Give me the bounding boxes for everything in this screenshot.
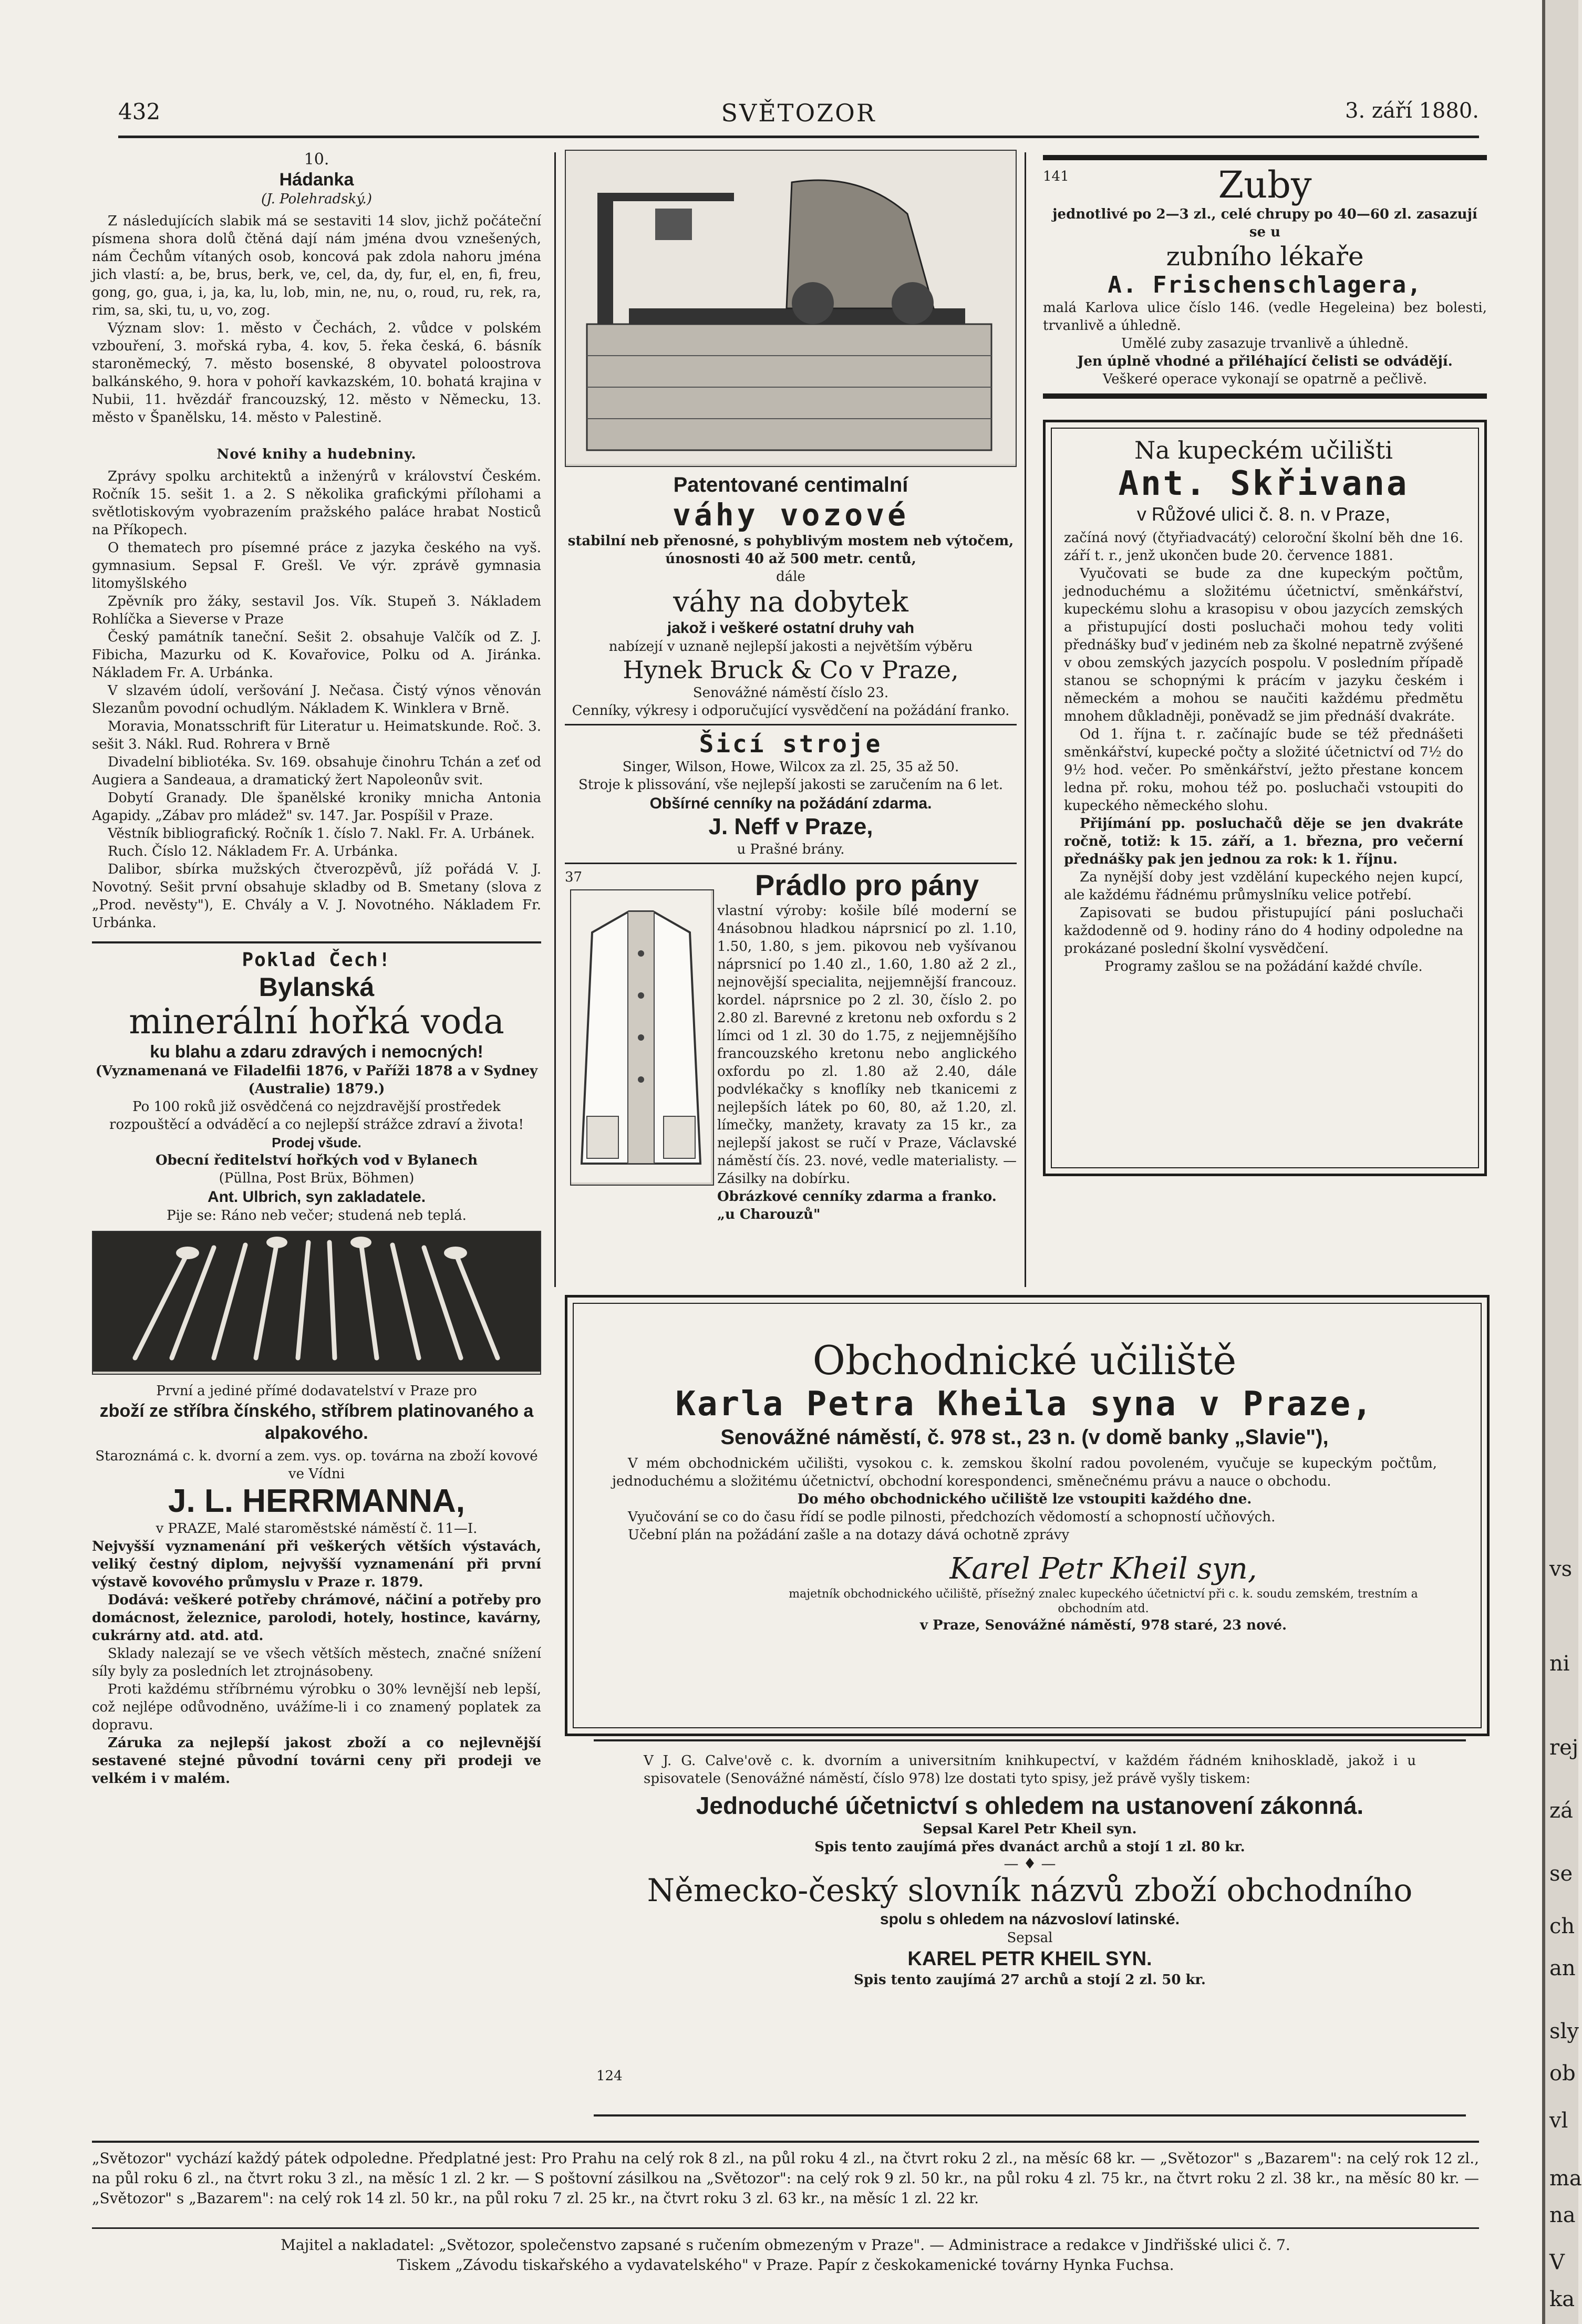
imprint-publisher: Majitel a nakladatel: „Světozor, společenstvo zapsané s ručením obmezeným v Praze". — Administrace a redakce v Jindřišské ulici č. 7.	[281, 2236, 1290, 2254]
zuby-line1: jednotlivé po 2—3 zl., celé chrupy po 40—60 zl. zasazují se u	[1052, 206, 1477, 240]
herrmann-awards: Nejvyšší vyznamenání při veškerých větších výstavách, veliký čestný diplom, nejvyšší vyznamenání při první výstavě kovového průmyslu v Praze r. 1879.	[92, 1539, 541, 1590]
zuby-address: malá Karlova ulice číslo 146. (vedle Hegeleina) bez bolesti, trvanlivě a úhledně.	[1043, 300, 1487, 334]
margin-fragment: ka	[1549, 2287, 1575, 2311]
calve-author2: KAREL PETR KHEIL SYN.	[907, 1948, 1152, 1970]
book-item: Český památník taneční. Sešit 2. obsahuje Valčík od Z. J. Fibicha, Mazurku od K. Kovařovice, Polku od A. Jiránka. Nákladem Fr. A. Urbánka.	[92, 629, 541, 681]
margin-fragment: ma	[1549, 2166, 1582, 2191]
bylanska-ad	[92, 949, 541, 1225]
margin-fragment: ob	[1549, 2061, 1576, 2086]
column-divider-right	[1025, 152, 1026, 1287]
skrivan-ad	[1043, 420, 1487, 1176]
calve-title: Jednoduché účetnictví s ohledem na ustanovení zákonná.	[696, 1792, 1364, 1819]
calve-sub2: spolu s ohledem na názvosloví latinské.	[880, 1911, 1180, 1928]
margin-fragment: na	[1549, 2203, 1576, 2227]
margin-fragment: vs	[1549, 1557, 1573, 1581]
kheil-signature: Karel Petr Kheil syn,	[949, 1552, 1257, 1586]
kheil-name: Karla Petra Kheila syna v Praze,	[675, 1385, 1374, 1424]
bylanska-headline: Poklad Čech!	[242, 949, 391, 971]
puzzle-body: Z následujících slabik má se sestaviti 14 slov, jichž počáteční písmena shora dolů čtěná dají nám jména dvou vznešených, nám Čechům vítaných osob, koncová pak zdola nahoru jména jich vlastí: a, be, brus, berk, ve, cel, da, dy, fur, el, en, fi, freu, gong, go, gua, i, ja, ka, lu, lob, min, ne, nu, o, roud, ru, rek, ra, rim, sa, ski, tu, u, vo, zog.	[92, 213, 541, 318]
footer-rule	[92, 2141, 1479, 2143]
zuby-title2: zubního lékaře	[1166, 241, 1364, 272]
stroje-line2: Stroje k plissování, vše nejlepší jakosti se zaručením na 6 let.	[578, 777, 1003, 793]
zuby-ad	[1043, 160, 1487, 388]
hadanka-section	[92, 150, 541, 427]
puzzle-number: 10.	[304, 150, 329, 169]
bylanska-line2: (Vyznamenaná ve Filadelfii 1876, v Paříži 1878 a v Sydney (Australie) 1879.)	[95, 1063, 538, 1097]
vahy-line1: stabilní neb přenosné, s pohyblivým mostem neb výtočem, únosnosti 40 až 500 metr. centů,	[567, 533, 1014, 567]
pradlo-number: 37	[565, 869, 583, 885]
skrivan-p4: Přijímání pp. posluchačů děje se jen dvakráte ročně, totiž: k 15. září, a 1. března, pro večerní přednášky pak jen jednou za rok: k 1. říjnu.	[1064, 816, 1463, 867]
margin-fragment: ch	[1549, 1914, 1575, 1938]
right-column	[1043, 150, 1487, 1295]
herrmann-supply: Dodává: veškeré potřeby chrámové, náčiní a potřeby pro domácnost, železnice, parolodi, hotely, hostince, kavárny, cukrárny atd. atd. atd.	[92, 1592, 541, 1644]
vahy-line3: nabízejí v uznaně nejlepší jakosti a největším výběru	[608, 639, 973, 655]
kheil-p4: Učební plán na požádání zašle a na dotazy dává ochotně zprávy	[628, 1527, 1070, 1543]
cutlery-illustration	[92, 1231, 541, 1375]
zuby-number: 141	[1043, 169, 1069, 184]
puzzle-meaning: Význam slov: 1. město v Čechách, 2. vůdce v polském vzbouření, 3. mořská ryba, 4. kov, 5. řeka česká, 6. básník staroněmecký, 7. město bosenské, 8 obyvatel poloostrova balkánského, 9. hora v pohoří kavkazském, 10. bohatá krajina v Nubii, 11. hvězdář francouzský, 12. město v Německu, 13. město v Španělsku, 14. město v Palestině.	[92, 320, 541, 426]
kheil-address: Senovážné náměstí, č. 978 st., 23 n. (v domě banky „Slavie"),	[720, 1426, 1329, 1449]
footer-subscription: „Světozor" vychází každý pátek odpoledne. Předplatné jest: Pro Prahu na celý rok 8 zl., na půl roku 4 zl., na čtvrt roku 2 zl., na měsíc 68 kr. — „Světozor" s „Bazarem": na celý rok 12 zl., na půl roku 6 zl., na čtvrt roku 3 zl., na měsíc 1 zl. 2 kr. — S poštovní zásilkou na „Světozor": na celý rok 9 zl. 50 kr., na půl roku 4 zl. 75 kr., na čtvrt roku 2 zl. 38 kr., na měsíc 80 kr. — „Světozor" s „Bazarem": na celý rok 14 zl. 50 kr., na půl roku 7 zl. 25 kr., na čtvrt roku 3 zl. 63 kr., na měsíc 1 zl. 22 kr.	[92, 2150, 1479, 2207]
pradlo-ad	[565, 868, 1017, 1222]
herrmann-title: zboží ze stříbra čínského, stříbrem platinovaného a alpakového.	[99, 1401, 534, 1443]
margin-fragment: V	[1549, 2250, 1565, 2275]
shirt-illustration	[570, 889, 714, 1186]
bylanska-usage: Pije se: Ráno neb večer; studená neb teplá.	[167, 1208, 467, 1223]
book-item: Dalibor, sbírka mužských čtverozpěvů, jíž pořádá V. J. Novotný. Sešit první obsahuje skladby od B. Smetany (slova z „Prod. nevěsty"), E. Chvály a V. J. Novotného. Nákladem Fr. Urbánka.	[92, 862, 541, 931]
pradlo-closing: Obrázkové cenníky zdarma a franko.	[717, 1189, 997, 1205]
calve-number: 124	[596, 2068, 623, 2084]
bylanska-title: Bylanská	[259, 972, 375, 1002]
skrivan-p3: Od 1. října t. r. začínajíc bude se též přednášeti směnkářství, kupecké počty a složité účetnictví od 7½ do 9½ hod. večer. Po směnkářství, ježto přestane koncem ledna př. roku, mohou též po. posluchači vstoupiti do kupeckého německého slohu.	[1064, 727, 1463, 814]
zuby-title: Zuby	[1218, 163, 1312, 206]
imprint-printer: Tiskem „Závodu tiskařského a vydavatelského" v Praze. Papír z českokamenické továrny Hynka Fuchsa.	[397, 2256, 1174, 2274]
vahy-line2: jakož i veškeré ostatní druhy vah	[667, 619, 915, 637]
issue-date: 3. září 1880.	[1345, 99, 1479, 123]
masthead-title: SVĚTOZOR	[721, 99, 876, 127]
book-item: O thematech pro písemné práce z jazyka českého na vyš. gymnasium. Sepsal F. Grešl. Ve výr. zprávě gymnasia litomyšlského	[92, 540, 541, 592]
middle-column	[565, 150, 1017, 1295]
skrivan-p2: Vyučovati se bude za dne kupeckým počtům, jednoduchému a složitému účetnictví, směnkářství, kupeckému slohu a krasopisu v obou jazycích zemských a přistupující dosti posluchači mohou tedy voliti přednášky buď v jediném neb za školné nepatrně zvýšené v obou zemských jazycích pospolu. V posledním případě stanou se schopnými k prácím v jazyku českém i německém a mohou se naučiti každému předmětu mnohem důkladněji, poněvadž se jim přednáší dvakráte.	[1064, 566, 1463, 724]
book-item: Věstník bibliografický. Ročník 1. číslo 7. Nakl. Fr. A. Urbánek.	[108, 826, 535, 842]
footer	[92, 2149, 1479, 2208]
kheil-p2: Do mého obchodnického učiliště lze vstoupiti každého dne.	[797, 1491, 1252, 1507]
margin-fragment: an	[1549, 1956, 1576, 1980]
skrivan-address: v Růžové ulici č. 8. n. v Praze,	[1136, 503, 1391, 525]
kheil-ad	[565, 1295, 1490, 1736]
wagon-scale-illustration	[565, 150, 1017, 467]
cutlery-icon	[93, 1232, 540, 1372]
book-item: Zpěvník pro žáky, sestavil Jos. Vík. Stupeň 3. Nákladem Rohlíčka a Sieverse v Praze	[92, 594, 541, 627]
calve-author: Sepsal Karel Petr Kheil syn.	[923, 1821, 1137, 1837]
calve-title2: Německo-český slovník názvů zboží obchodního	[647, 1872, 1413, 1909]
book-item: V slzavém údolí, veršování J. Nečasa. Čistý výnos věnován Slezanům povodní ochudlým. Nákladem K. Winklera v Brně.	[92, 683, 541, 717]
zuby-name: A. Frischenschlagera,	[1108, 272, 1422, 298]
zuby-line2: Umělé zuby zasazuje trvanlivě a úhledně.	[1121, 336, 1409, 351]
kheil-p1: V mém obchodnickém učilišti, vysokou c. k. zemskou školní radou povoleném, vyučuje se kupeckým počtům, jednoduchému a složitému účetnictví, obchodní korespondenci, směnečnému právu a nauce o obchodu.	[612, 1456, 1437, 1489]
skrivan-p1: začíná nový (čtyřiadvacátý) celoroční školní běh dne 16. září t. r., jenž ukončen bude 20. července 1881.	[1064, 530, 1463, 564]
herrmann-stock: Sklady nalezají se ve všech větších městech, značné snížení síly byly za posledních let ztrojnásobeny.	[92, 1646, 541, 1679]
kheil-p3: Vyučování se co do času řídí se podle pilnosti, předchozích vědomostí a schopností učňových.	[628, 1509, 1276, 1525]
calve-sepsal: Sepsal	[1007, 1930, 1053, 1946]
kheil-title: Obchodnické učiliště	[812, 1337, 1237, 1384]
herrmann-intro: První a jediné přímé dodavatelství v Praze pro	[156, 1383, 477, 1399]
shirt-icon	[571, 890, 711, 1182]
skrivan-p5: Za nynější doby jest vzdělání kupeckého nejen kupcí, ale každému řádnému průmyslníku velice potřebí.	[1064, 869, 1463, 903]
herrmann-ad	[92, 1382, 541, 1788]
book-item: Moravia, Monatsschrift für Literatur u. Heimatskunde. Roč. 3. sešit 3. Nákl. Rud. Rohrera v Brně	[92, 719, 541, 752]
puzzle-author: (J. Polehradský.)	[261, 191, 372, 207]
zuby-line4: Veškeré operace vykonají se opatrně a pečlivě.	[1102, 371, 1428, 387]
page-number: 432	[118, 99, 161, 124]
puzzle-title: Hádanka	[279, 170, 354, 190]
stroje-cenniky: Obšírné cenníky na požádání zdarma.	[649, 795, 932, 812]
header-rule	[118, 136, 1479, 138]
bylanska-title2: minerální hořká voda	[129, 1001, 504, 1042]
book-item: Dobytí Granady. Dle španělské kroniky mnicha Antonia Agapidy. „Zábav pro mládež" sv. 147. Jar. Pospíšil v Praze.	[92, 790, 541, 824]
stroje-ad	[565, 730, 1017, 858]
margin-fragment: ni	[1549, 1652, 1570, 1676]
herrmann-name: J. L. HERRMANNA,	[168, 1483, 465, 1519]
herrmann-price: Proti každému stříbrnému výrobku o 30% levnější neb lepší, což nejlépe odůvodněno, uvážíme-li i co znamený poplatek za dopravu.	[92, 1682, 541, 1733]
pradlo-title: Prádlo pro pány	[754, 868, 979, 901]
stroje-line1: Singer, Wilson, Howe, Wilcox za zl. 25, 35 až 50.	[622, 759, 959, 775]
kheil-signature-address: v Praze, Senovážné náměstí, 978 staré, 23 nové.	[919, 1617, 1287, 1633]
vahy-firm: Hynek Bruck & Co v Praze,	[623, 656, 959, 684]
herrmann-address: v PRAZE, Malé staroměstské náměstí č. 11—I.	[156, 1521, 478, 1537]
zuby-line3: Jen úplně vhodné a přiléhající čelisti se odvádějí.	[1077, 354, 1453, 369]
bylanska-sale: Prodej všude.	[272, 1135, 361, 1150]
calve-ad: V J. G. Calve'ově c. k. dvorním a universitním knihkupectví, v každém řádném knihoskladě, jakož i u spisovatele (Senovážné náměstí, číslo 978) lze dostati tyto spisy, jež právě vyšly tiskem: Jednoduché účetnictví s ohledem na ustanovení zákonná. Sepsal Karel Petr Kheil syn. Spis tento zaujímá přes dvanáct archů a stojí 1 zl. 80 kr. — ♦ — Německo-český slovník názvů zboží obchodního spolu s ohledem na názvosloví latinské. Sepsal KAREL PETR KHEIL SYN. Spis tento zaujímá 27 archů a stojí 2 zl. 50 kr. 124	[565, 1736, 1490, 2135]
new-books-section	[92, 445, 541, 932]
pradlo-shop: „u Charouzů"	[717, 1207, 821, 1222]
vahy-title3: váhy na dobytek	[673, 585, 908, 618]
vahy-dale: dále	[776, 569, 805, 585]
herrmann-guarantee: Záruka za nejlepší jakost zboží a co nejlevnější sestavené stejné původní továrni ceny při prodeji ve velkém i v malém.	[92, 1735, 541, 1787]
bylanska-body: Po 100 roků již osvědčená co nejzdravější prostředek rozpouštěcí a odváděcí a co nejlepší strážce zdraví a života!	[109, 1099, 524, 1133]
stroje-firm: J. Neff v Praze,	[708, 814, 873, 839]
margin-fragment: vl	[1549, 2109, 1568, 2133]
bylanska-owner: Obecní ředitelství hořkých vod v Bylanech	[155, 1153, 478, 1168]
skrivan-p6: Zapisovati se budou přistupující páni posluchači každodenně od 9. hodiny ráno do 4 hodiny odpoledne na prokázané poslední školní vysvědčení.	[1064, 905, 1463, 957]
column-divider-left	[554, 152, 556, 1287]
left-column	[92, 150, 541, 2135]
book-item: Divadelní bibliotéka. Sv. 169. obsahuje činohru Tchán a zeť od Augiera a Sandeaua, a dramatický žert Napoleonův svit.	[92, 754, 541, 788]
book-item: Zprávy spolku architektů a inženýrů v království Českém. Ročník 15. sešit 1. a 2. S několika grafickými přílohami a světlotiskovým vyobrazením pražského paláce hrabat Nosticů na Příkopech.	[92, 469, 541, 538]
bylanska-line1: ku blahu a zdaru zdravých i nemocných!	[150, 1042, 483, 1061]
kheil-signature-note: majetník obchodnického učiliště, přísežný znalec kupeckého účetnictví při c. k. soudu zemském, trestním a obchodním atd.	[789, 1588, 1418, 1615]
vahy-title1: Patentované centimalní	[673, 473, 908, 496]
vahy-address: Senovážné náměstí číslo 23.	[692, 685, 889, 701]
skrivan-title2: Ant. Skřivana	[1118, 464, 1409, 503]
adjacent-page-edge	[1542, 0, 1582, 2324]
margin-fragment: sly	[1549, 2019, 1579, 2043]
vahy-title2: váhy vozové	[672, 497, 909, 533]
margin-fragment: zá	[1549, 1799, 1573, 1823]
scale-icon	[566, 151, 1016, 464]
calve-price2: Spis tento zaujímá 27 archů a stojí 2 zl. 50 kr.	[854, 1972, 1206, 1988]
bylanska-owner-address: (Püllna, Post Brüx, Böhmen)	[219, 1170, 415, 1186]
page-header	[118, 99, 1479, 130]
pradlo-body: vlastní výroby: košile bílé moderní se 4násobnou hladkou náprsnicí po zl. 1.10, 1.50, 1.80, s jem. pikovou neb vyšívanou náprsnicí po 1.40 zl., 1.60, 1.80 až 2 zl., nejnovější specialita, nejjemnější francouz. kordel. náprsnice po 2 zl. 30, číslo 2. po 2.80 zl. Barevné z kretonu neb oxfordu s 2 límci od 1 zl. 30 do 1.75, z nejjemnějšího francouzského kretonu nebo anglického oxfordu po zl. 1.80 až 2.40, dále podvlékačky s knoflíky neb tkanicemi z nejlepších látek po 60, 80, až 1.20, zl. límečky, manžety, kravaty za 15 kr., za nejlepší jakost se ručí v Praze, Václavské náměstí čís. 23. nové, vedle materialisty. — Zásilky na dobírku.	[717, 903, 1017, 1187]
vahy-ad	[565, 472, 1017, 720]
new-books-title: Nové knihy a hudebniny.	[216, 447, 417, 462]
stroje-address: u Prašné brány.	[737, 842, 845, 857]
book-item: Ruch. Číslo 12. Nákladem Fr. A. Urbánka.	[108, 844, 398, 859]
skrivan-title1: Na kupeckém učilišti	[1134, 436, 1393, 464]
margin-fragment: rej	[1549, 1736, 1579, 1760]
stroje-title: Šicí stroje	[699, 730, 883, 758]
bylanska-founder: Ant. Ulbrich, syn zakladatele.	[207, 1188, 426, 1206]
imprint	[92, 2235, 1479, 2275]
skrivan-p7: Programy zašlou se na požádání každé chvíle.	[1104, 959, 1423, 974]
herrmann-factory: Staroznámá c. k. dvorní a zem. vys. op. továrna na zboží kovové ve Vídni	[95, 1448, 538, 1482]
calve-price: Spis tento zaujímá přes dvanáct archů a stojí 1 zl. 80 kr.	[814, 1839, 1245, 1855]
margin-fragment: se	[1549, 1862, 1573, 1886]
footer-rule-bottom	[92, 2227, 1479, 2229]
vahy-note: Cenníky, výkresy i odporučující vysvědčení na požádání franko.	[572, 703, 1010, 719]
calve-p1: V J. G. Calve'ově c. k. dvorním a universitním knihkupectví, v každém řádném knihoskladě, jakož i u spisovatele (Senovážné náměstí, číslo 978) lze dostati tyto spisy, jež právě vyšly tiskem:	[644, 1753, 1416, 1787]
